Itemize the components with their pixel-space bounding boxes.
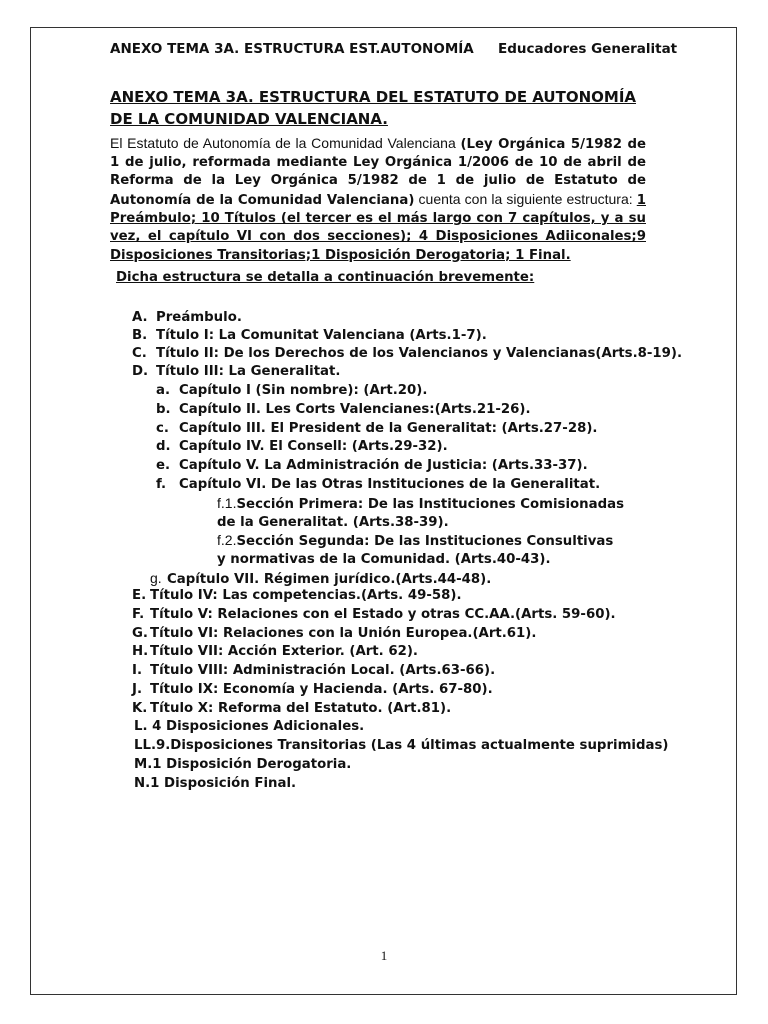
- list-item-j: J. Título IX: Economía y Hacienda. (Arts. 67-80).: [132, 682, 493, 697]
- page-number: 1: [380, 948, 388, 963]
- list-item-e: E. Título IV: Las competencias.(Arts. 49-58).: [132, 588, 462, 603]
- list-item-g: G. Título VI: Relaciones con la Unión Europea.(Art.61).: [132, 626, 537, 641]
- list-subitem-g: g. Capítulo VII. Régimen jurídico.(Arts.44-48).: [150, 570, 492, 587]
- list-item-b: B. Título I: La Comunitat Valenciana (Arts.1-7).: [132, 328, 487, 343]
- list-item-i: I. Título VIII: Administración Local. (Arts.63-66).: [132, 663, 496, 678]
- list-item-d: D. Título III: La Generalitat.: [132, 364, 341, 379]
- list-item-ll: LL.9.Disposiciones Transitorias (Las 4 últimas actualmente suprimidas): [134, 738, 669, 753]
- list-subitem-c: c. Capítulo III. El President de la Generalitat: (Arts.27-28).: [156, 421, 598, 436]
- title-line-2: DE LA COMUNIDAD VALENCIANA.: [110, 110, 388, 128]
- list-item-l: L. 4 Disposiciones Adicionales.: [134, 719, 365, 734]
- list-subitem-b: b. Capítulo II. Les Corts Valencianes:(Arts.21-26).: [156, 402, 531, 417]
- list-item-f: F. Título V: Relaciones con el Estado y otras CC.AA.(Arts. 59-60).: [132, 607, 616, 622]
- document-title: [110, 86, 670, 130]
- header-left: ANEXO TEMA 3A. ESTRUCTURA EST.AUTONOMÍA: [110, 41, 474, 57]
- list-section-f1: f.1.Sección Primera: De las Instituciones Comisionadas de la Generalitat. (Arts.38-39).: [217, 495, 625, 530]
- intro-underlined: 1 Preámbulo; 10 Títulos (el tercer es el más largo con 7 capítulos, y a su vez, el capítulo VI con dos secciones); 4 Disposiciones Adiiconales;9 Disposiciones Transitorias;1 Disposición Derogatoria; 1 Final.: [110, 193, 646, 263]
- list-item-h: H. Título VII: Acción Exterior. (Art. 62).: [132, 644, 418, 659]
- list-intro-heading: Dicha estructura se detalla a continuación brevemente:: [116, 270, 535, 285]
- list-subitem-f: f. Capítulo VI. De las Otras Instituciones de la Generalitat.: [156, 477, 601, 492]
- intro-plain-1: El Estatuto de Autonomía de la Comunidad Valenciana: [110, 135, 461, 151]
- running-header: [110, 41, 678, 57]
- list-item-m: M.1 Disposición Derogatoria.: [134, 757, 352, 772]
- header-right: Educadores Generalitat: [498, 41, 678, 57]
- list-item-k: K. Título X: Reforma del Estatuto. (Art.81).: [132, 701, 452, 716]
- list-subitem-a: a. Capítulo I (Sin nombre): (Art.20).: [156, 383, 428, 398]
- list-subitem-e: e. Capítulo V. La Administración de Justicia: (Arts.33-37).: [156, 458, 588, 473]
- intro-paragraph: [110, 134, 646, 265]
- intro-bold: (Ley Orgánica 5/1982 de 1 de julio, reformada mediante Ley Orgánica 1/2006 de 10 de abril de Reforma de la Ley Orgánica 5/1982 de 1 de julio de Estatuto de Autonomía de la Comunidad Valenciana): [110, 137, 646, 209]
- list-item-a: A. Preámbulo.: [132, 310, 242, 325]
- title-line-1: ANEXO TEMA 3A. ESTRUCTURA DEL ESTATUTO DE AUTONOMÍA: [110, 88, 637, 106]
- list-section-f2: f.2.Sección Segunda: De las Instituciones Consultivas y normativas de la Comunidad. (Arts.40-43).: [217, 532, 614, 567]
- list-item-c: C. Título II: De los Derechos de los Valencianos y Valencianas(Arts.8-19).: [132, 346, 683, 361]
- intro-plain-2: cuenta con la siguiente estructura:: [414, 191, 637, 208]
- list-item-n: N.1 Disposición Final.: [134, 776, 297, 791]
- list-subitem-d: d. Capítulo IV. El Consell: (Arts.29-32).: [156, 439, 448, 454]
